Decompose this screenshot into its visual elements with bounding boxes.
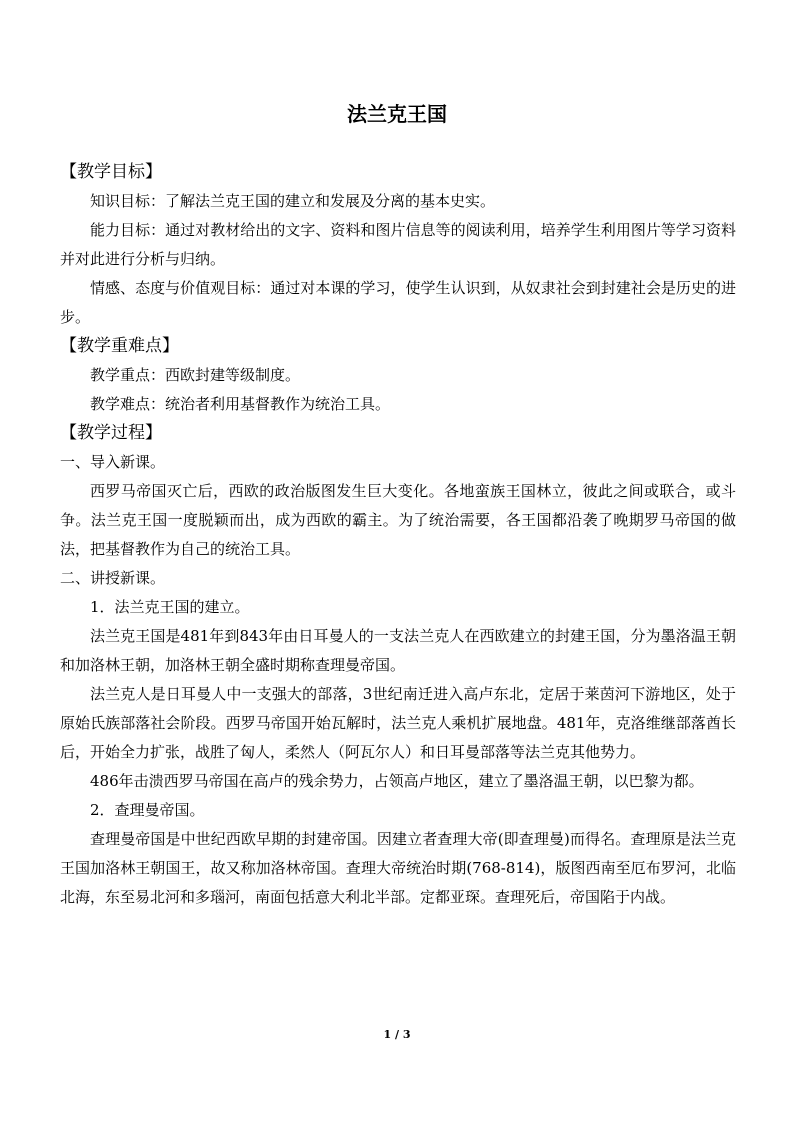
section-heading-key-points: 【教学重难点】 <box>60 336 179 356</box>
section-heading-objectives: 【教学目标】 <box>60 162 162 182</box>
sub1-heading: 1．法兰克王国的建立。 <box>90 598 250 616</box>
part1-heading: 一、导入新课。 <box>60 453 166 471</box>
objective-knowledge: 知识目标：了解法兰克王国的建立和发展及分离的基本史实。 <box>90 192 496 210</box>
document-title: 法兰克王国 <box>347 102 447 126</box>
sub2-heading: 2．查理曼帝国。 <box>90 801 205 819</box>
sub2-paragraph-1: 查理曼帝国是中世纪西欧早期的封建帝国。因建立者查理大帝(即查理曼)而得名。查理原是法兰克王国加洛林王朝国王，故又称加洛林帝国。查理大帝统治时期(768-814)，版图西南至厄布罗河，北临北海，东至易北河和多瑙河，南面包括意大利北半部。定都亚琛。查理死后，帝国陷于内战。 <box>60 830 736 906</box>
section-heading-process: 【教学过程】 <box>60 423 162 443</box>
part2-heading: 二、讲授新课。 <box>60 569 166 587</box>
sub1-paragraph-1: 法兰克王国是481年到843年由日耳曼人的一支法兰克人在西欧建立的封建王国，分为墨洛温王朝和加洛林王朝，加洛林王朝全盛时期称查理曼帝国。 <box>60 627 736 674</box>
difficult-point: 教学难点：统治者利用基督教作为统治工具。 <box>90 395 391 413</box>
sub1-paragraph-3: 486年击溃西罗马帝国在高卢的残余势力，占领高卢地区，建立了墨洛温王朝，以巴黎为都。 <box>90 772 704 790</box>
page-number: 1 / 3 <box>383 1028 411 1041</box>
sub1-paragraph-2: 法兰克人是日耳曼人中一支强大的部落，3世纪南迁进入高卢东北，定居于莱茵河下游地区，处于原始氏族部落社会阶段。西罗马帝国开始瓦解时，法兰克人乘机扩展地盘。481年，克洛维继部落酋长后，开始全力扩张，战胜了匈人，柔然人（阿瓦尔人）和日耳曼部落等法兰克其他势力。 <box>60 685 736 761</box>
part1-text: 西罗马帝国灭亡后，西欧的政治版图发生巨大变化。各地蛮族王国林立，彼此之间或联合，或斗争。法兰克王国一度脱颖而出，成为西欧的霸主。为了统治需要，各王国都沿袭了晚期罗马帝国的做法，把基督教作为自己的统治工具。 <box>60 482 736 558</box>
objective-ability: 能力目标：通过对教材给出的文字、资料和图片信息等的阅读利用，培养学生利用图片等学习资料并对此进行分析与归纳。 <box>60 221 736 268</box>
key-point: 教学重点：西欧封建等级制度。 <box>90 366 301 384</box>
objective-attitude: 情感、态度与价值观目标：通过对本课的学习，使学生认识到，从奴隶社会到封建社会是历史的进步。 <box>60 279 736 326</box>
document-body <box>60 158 736 912</box>
